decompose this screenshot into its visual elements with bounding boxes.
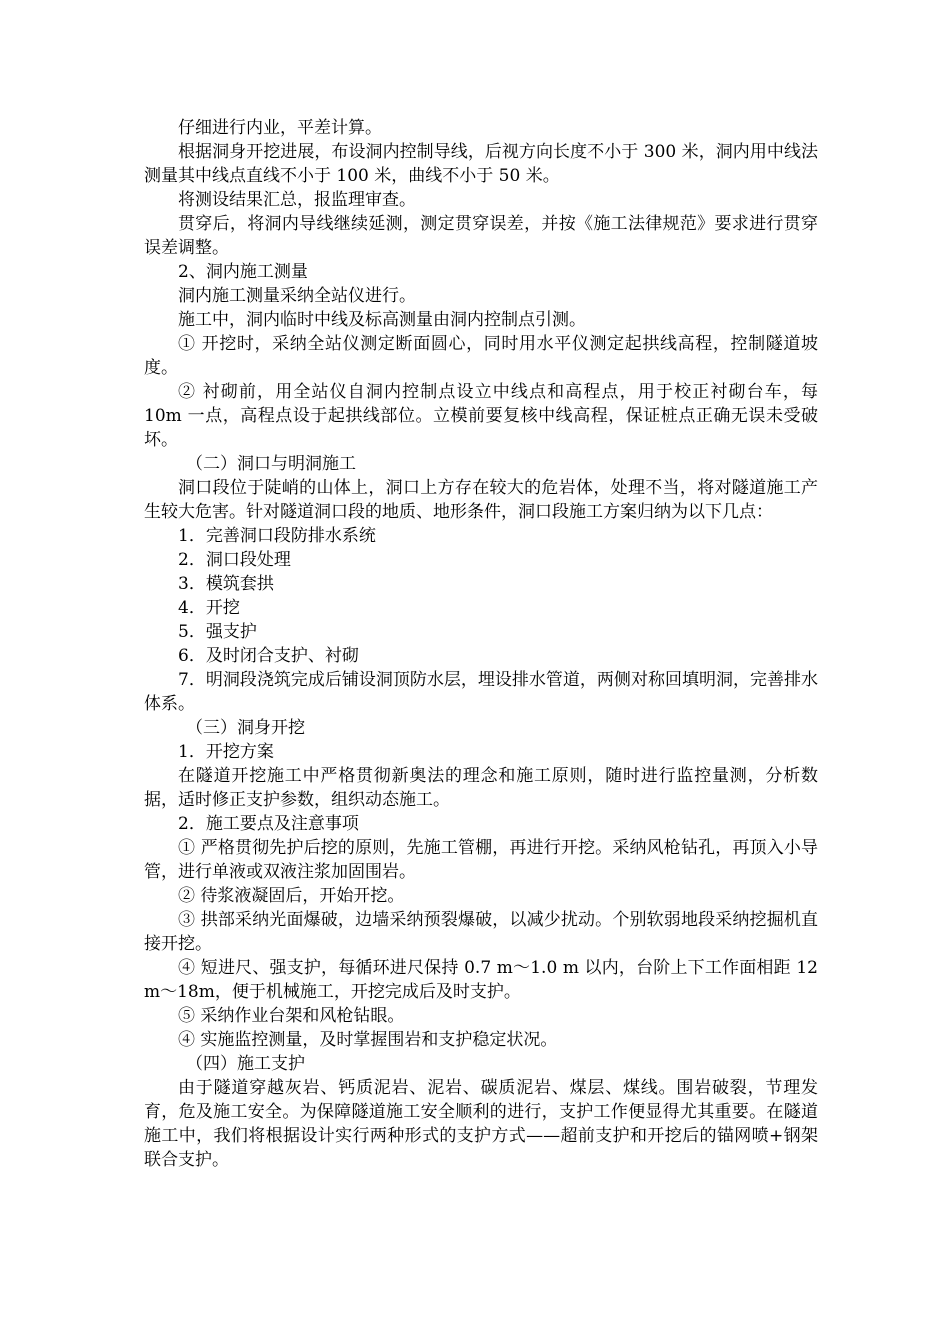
list-item: 6．及时闭合支护、衬砌 [178,646,359,666]
list-item: 7．明洞段浇筑完成后铺设洞顶防水层，埋设排水管道，两侧对称回填明洞，完善排水体系。 [144,670,818,714]
list-item: ③ 拱部采纳光面爆破，边墙采纳预裂爆破，以减少扰动。个别软弱地段采纳挖掘机直接开挖。 [144,910,818,954]
list-item: ⑤ 采纳作业台架和风枪钻眼。 [178,1006,405,1026]
section-heading: 2．施工要点及注意事项 [178,814,359,834]
paragraph: 根据洞身开挖进展，布设洞内控制导线，后视方向长度不小于 300 米，洞内用中线法测量其中线点直线不小于 100 米，曲线不小于 50 米。 [144,142,818,186]
list-item: 1．完善洞口段防排水系统 [178,526,376,546]
list-item: ④ 短进尺、强支护，每循环进尺保持 0.7 m～1.0 m 以内，台阶上下工作面相距 12 m～18m，便于机械施工，开挖完成后及时支护。 [144,958,818,1002]
document-body [144,116,818,1172]
paragraph: 贯穿后，将洞内导线继续延测，测定贯穿误差，并按《施工法律规范》要求进行贯穿误差调整。 [144,214,818,258]
section-heading: （二）洞口与明洞施工 [186,454,356,474]
paragraph: 仔细进行内业，平差计算。 [178,118,382,138]
list-item: 5．强支护 [178,622,257,642]
list-item: ② 待浆液凝固后，开始开挖。 [178,886,405,906]
paragraph: 洞口段位于陡峭的山体上，洞口上方存在较大的危岩体，处理不当，将对隧道施工产生较大危害。针对隧道洞口段的地质、地形条件，洞口段施工方案归纳为以下几点： [144,478,818,522]
paragraph: ① 开挖时，采纳全站仪测定断面圆心，同时用水平仪测定起拱线高程，控制隧道坡度。 [144,334,818,378]
section-heading: （三）洞身开挖 [186,718,305,738]
paragraph: 将测设结果汇总，报监理审查。 [178,190,416,210]
paragraph: 由于隧道穿越灰岩、钙质泥岩、泥岩、碳质泥岩、煤层、煤线。围岩破裂，节理发育，危及施工安全。为保障隧道施工安全顺利的进行，支护工作便显得尤其重要。在隧道施工中，我们将根据设计实行两种形式的支护方式——超前支护和开挖后的锚网喷+钢架联合支护。 [144,1078,818,1170]
list-item: 3．模筑套拱 [178,574,274,594]
section-heading: 1．开挖方案 [178,742,274,762]
list-item: ④ 实施监控测量，及时掌握围岩和支护稳定状况。 [178,1030,558,1050]
section-heading: 2、洞内施工测量 [178,262,308,282]
paragraph: 洞内施工测量采纳全站仪进行。 [178,286,416,306]
paragraph: 施工中，洞内临时中线及标高测量由洞内控制点引测。 [178,310,586,330]
list-item: 4．开挖 [178,598,240,618]
list-item: 2．洞口段处理 [178,550,291,570]
section-heading: （四）施工支护 [186,1054,305,1074]
paragraph: 在隧道开挖施工中严格贯彻新奥法的理念和施工原则，随时进行监控量测，分析数据，适时修正支护参数，组织动态施工。 [144,766,818,810]
paragraph: ② 衬砌前，用全站仪自洞内控制点设立中线点和高程点，用于校正衬砌台车，每 10m 一点，高程点设于起拱线部位。立模前要复核中线高程，保证桩点正确无误未受破坏。 [144,382,818,450]
list-item: ① 严格贯彻先护后挖的原则，先施工管棚，再进行开挖。采纳风枪钻孔，再顶入小导管，进行单液或双液注浆加固围岩。 [144,838,818,882]
